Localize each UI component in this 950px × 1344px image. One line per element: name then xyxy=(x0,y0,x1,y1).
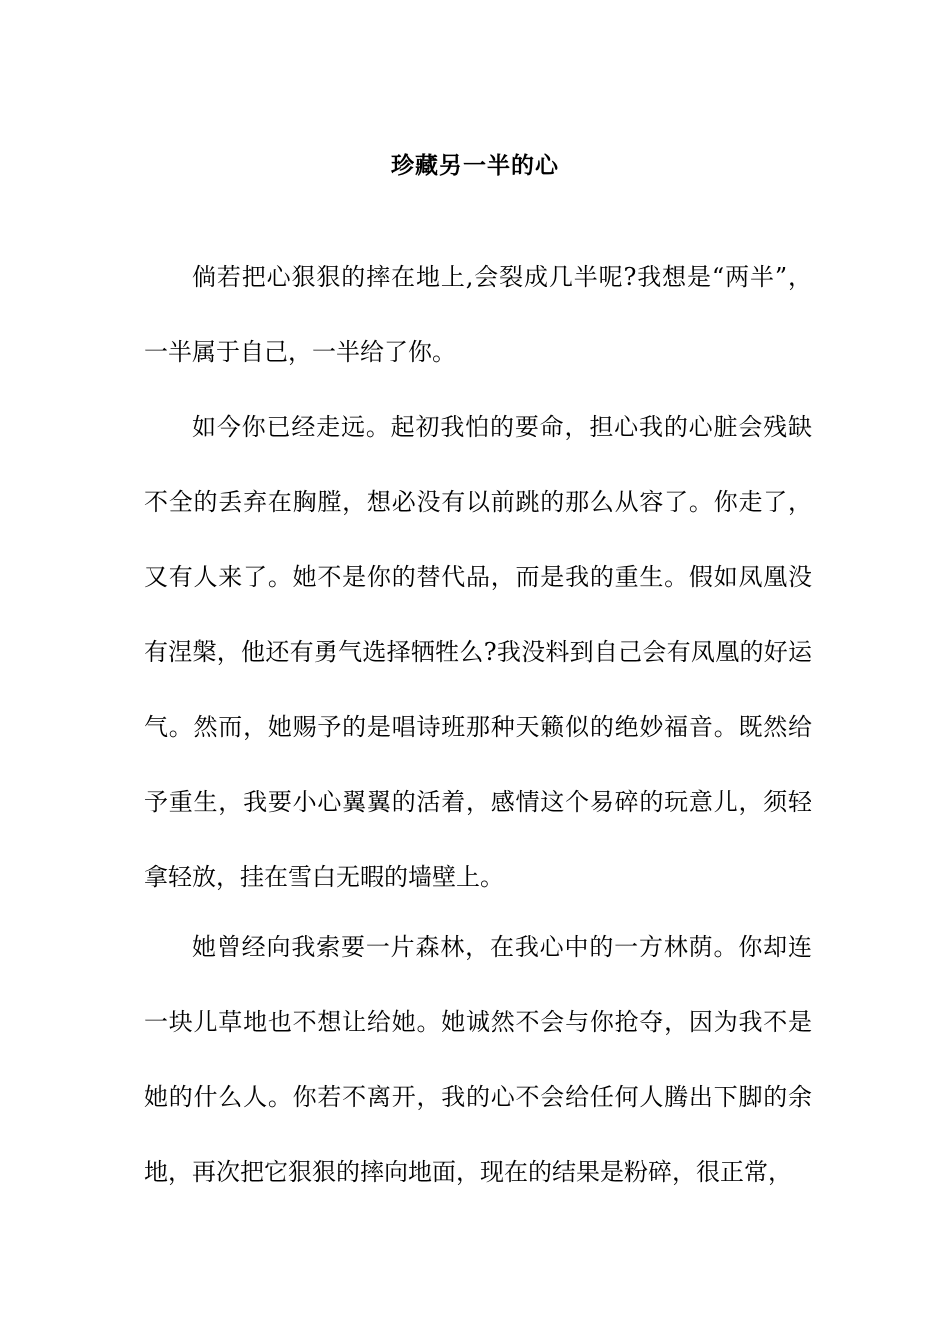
document-title: 珍藏另一半的心 xyxy=(391,152,559,180)
paragraph-1: 倘若把心狠狠的摔在地上,会裂成几半呢?我想是“两半”，一半属于自己，一半给了你。 xyxy=(144,263,812,366)
paragraph-2: 如今你已经走远。起初我怕的要命，担心我的心脏会残缺不全的丢弃在胸膛，想必没有以前跳的那么从容了。你走了，又有人来了。她不是你的替代品，而是我的重生。假如凤凰没有涅槃，他还有勇气选择牺牲么?我没料到自己会有凤凰的好运气。然而，她赐予的是唱诗班那种天籁似的绝妙福音。既然给予重生，我要小心翼翼的活着，感情这个易碎的玩意儿，须轻拿轻放，挂在雪白无暇的墙壁上。 xyxy=(144,413,812,891)
paragraph-3: 她曾经向我索要一片森林，在我心中的一方林荫。你却连一块儿草地也不想让给她。她诚然不会与你抢夺，因为我不是她的什么人。你若不离开，我的心不会给任何人腾出下脚的余地，再次把它狠狠的摔向地面，现在的结果是粉碎，很正常， xyxy=(144,933,812,1186)
